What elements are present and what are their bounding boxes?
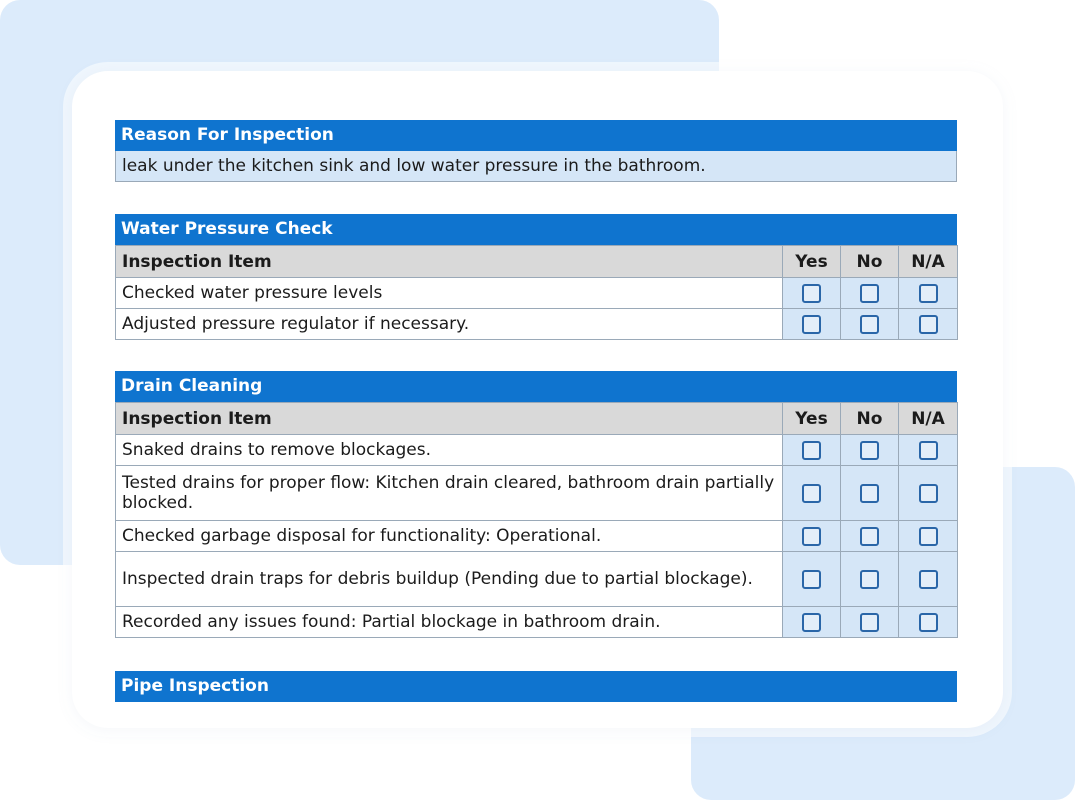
na-checkbox[interactable] <box>919 570 938 589</box>
table-header-row <box>116 403 958 435</box>
yes-checkbox[interactable] <box>802 527 821 546</box>
drain-cleaning-header: Drain Cleaning <box>115 371 957 402</box>
water-pressure-table <box>115 245 958 340</box>
pipe-inspection-header: Pipe Inspection <box>115 671 957 702</box>
water-pressure-header: Water Pressure Check <box>115 214 957 245</box>
column-na: N/A <box>899 246 958 278</box>
inspection-item: Recorded any issues found: Partial blockage in bathroom drain. <box>116 607 783 638</box>
drain-cleaning-table <box>115 402 958 638</box>
inspection-item: Checked garbage disposal for functionality: Operational. <box>116 521 783 552</box>
column-inspection-item: Inspection Item <box>116 403 783 435</box>
inspection-item: Tested drains for proper flow: Kitchen drain cleared, bathroom drain partially blocked. <box>116 466 783 521</box>
column-yes: Yes <box>783 403 841 435</box>
table-row <box>116 278 958 309</box>
table-row <box>116 309 958 340</box>
table-row <box>116 435 958 466</box>
na-checkbox[interactable] <box>919 527 938 546</box>
table-header-row <box>116 246 958 278</box>
na-checkbox[interactable] <box>919 613 938 632</box>
reason-section <box>115 120 957 182</box>
table-row <box>116 466 958 521</box>
no-checkbox[interactable] <box>860 484 879 503</box>
column-no: No <box>841 403 899 435</box>
yes-checkbox[interactable] <box>802 315 821 334</box>
yes-checkbox[interactable] <box>802 284 821 303</box>
yes-checkbox[interactable] <box>802 613 821 632</box>
reason-text: leak under the kitchen sink and low water pressure in the bathroom. <box>115 151 957 182</box>
reason-header: Reason For Inspection <box>115 120 957 151</box>
no-checkbox[interactable] <box>860 284 879 303</box>
pipe-inspection-section <box>115 671 957 702</box>
column-na: N/A <box>899 403 958 435</box>
no-checkbox[interactable] <box>860 315 879 334</box>
table-row <box>116 607 958 638</box>
no-checkbox[interactable] <box>860 570 879 589</box>
column-inspection-item: Inspection Item <box>116 246 783 278</box>
na-checkbox[interactable] <box>919 315 938 334</box>
no-checkbox[interactable] <box>860 527 879 546</box>
table-row <box>116 552 958 607</box>
water-pressure-section <box>115 214 957 340</box>
inspection-item: Checked water pressure levels <box>116 278 783 309</box>
inspection-item: Adjusted pressure regulator if necessary. <box>116 309 783 340</box>
yes-checkbox[interactable] <box>802 441 821 460</box>
yes-checkbox[interactable] <box>802 570 821 589</box>
column-yes: Yes <box>783 246 841 278</box>
column-no: No <box>841 246 899 278</box>
inspection-item: Snaked drains to remove blockages. <box>116 435 783 466</box>
yes-checkbox[interactable] <box>802 484 821 503</box>
no-checkbox[interactable] <box>860 441 879 460</box>
drain-cleaning-section <box>115 371 957 638</box>
na-checkbox[interactable] <box>919 284 938 303</box>
no-checkbox[interactable] <box>860 613 879 632</box>
na-checkbox[interactable] <box>919 441 938 460</box>
table-row <box>116 521 958 552</box>
inspection-item: Inspected drain traps for debris buildup (Pending due to partial blockage). <box>116 552 783 607</box>
na-checkbox[interactable] <box>919 484 938 503</box>
